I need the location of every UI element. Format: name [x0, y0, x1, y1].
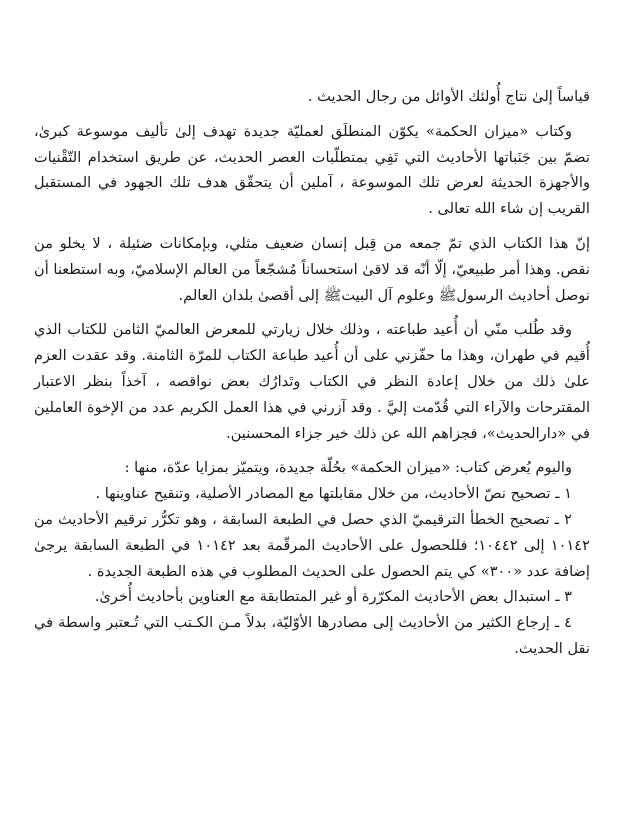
- paragraph-book-shortcomings: إنّ هذا الكتاب الذي تمّ جمعه من قِبل إنسان ضعيف مثلي، وبإمكانات ضئيلة ، لا يخلو من نقص. وهذا أمر طبيعيّ، إلّا أنّه قد لاقىٰ استحساناً مُشجّعاً من العالم الإسلاميّ، وبه استطعنا أن نوصل أحاديث الرسولﷺ وعلوم آل البيتﷺ إلى أقصىٰ بلدان العالم.: [34, 234, 590, 304]
- list-item-2: ٢ ـ تصحيح الخطأ الترقيميّ الذي حصل في الطبعة السابقة ، وهو تكرُّر ترقيم الأحاديث من ١٠١٤٢ إلى ١٠٤٤٢؛ فللحصول على الأحاديث المرقّمة بعد ١٠١٤٢ في الطبعة السابقة يرجىٰ إضافة عدد «٣٠٠» كي يتم الحصول على الحديث المطلوب في هذه الطبعة الجديدة .: [34, 510, 590, 580]
- list-item-1: ١ ـ تصحيح نصّ الأحاديث، من خلال مقابلتها مع المصادر الأصلية، وتنقيح عناوينها .: [95, 485, 572, 503]
- list-item-4: ٤ ـ إرجاع الكثير من الأحاديث إلى مصادرها الأوّليّة، بدلاً مـن الكـتب التي تُـعتبر واسطة في نقل الحديث.: [34, 614, 590, 657]
- paragraph-mizan-intro: وكتاب «ميزان الحكمة» يكوّن المنطلَق لعمليّة جديدة تهدف إلىٰ تأليف موسوعة كبرىٰ، تضمّ بين جَنَباتها الأحاديث التي تَفِي بمتطلّبات العصر الحديث، عن طريق استخدام التّقْنيات والأجهزة الحديثة لعرض تلك الموسوعة ، آملين أن يتحقّق هدف تلك الجهود في المستقبل القريب إن شاء الله تعالى .: [34, 122, 590, 218]
- paragraph-continuation: قياساً إلىٰ نتاج أُولئك الأوائل من رجال الحديث .: [307, 88, 590, 105]
- paragraph-new-edition: واليوم يُعرض كتاب: «ميزان الحكمة» بحُلّة جديدة، ويتميّز بمزايا عدّة، منها :: [124, 459, 572, 477]
- paragraph-reprint-request: وقد طُلب منّي أن أُعيد طباعته ، وذلك خلال زيارتي للمعرض العالميّ الثامن للكتاب الذي أُقيم في طهران، وهذا ما حفّزني على أن أُعيد طباعة الكتاب للمرّة الثامنة. وقد عقدت العزم علىٰ ذلك من خلال إعادة النظر في الكتاب وتَدارُك بعض نواقصه ، آخذاً بنظر الاعتبار المقترحات والآراء التي قُدّمت إليَّ . وقد آزرني في هذا العمل الكريم عدد من الإخوة العاملين في «دارالحديث»، فجزاهم الله عن ذلك خير جزاء المحسنين.: [34, 321, 590, 442]
- document-page: [34, 84, 590, 662]
- list-item-3: ٣ ـ استبدال بعض الأحاديث المكرّرة أو غير المتطابقة مع العناوين بأحاديث أُخرىٰ.: [94, 588, 572, 606]
